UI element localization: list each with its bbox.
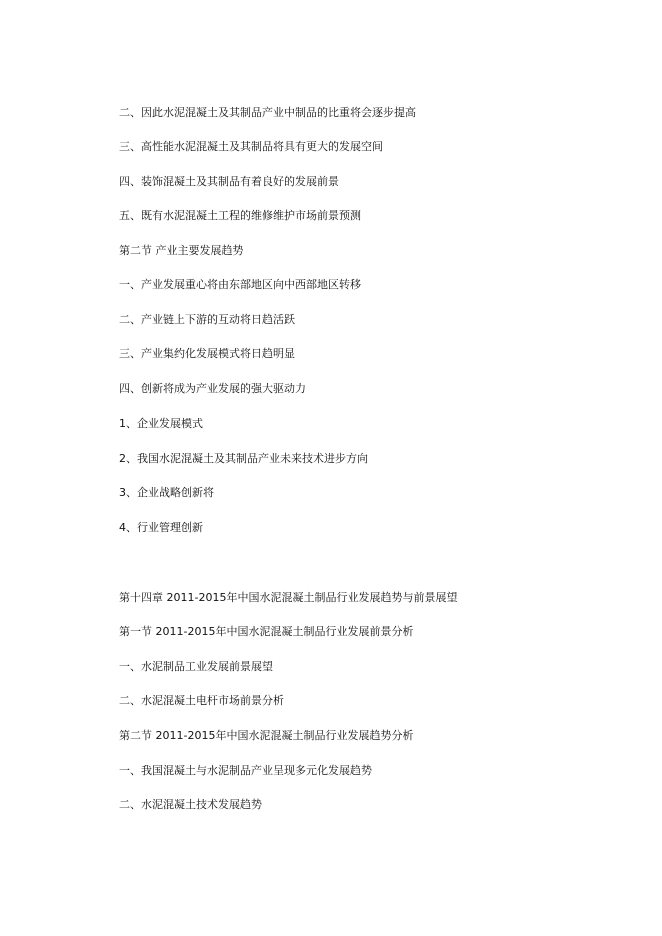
text-line: 三、高性能水泥混凝土及其制品将具有更大的发展空间: [119, 140, 383, 153]
text-line: 四、创新将成为产业发展的强大驱动力: [119, 382, 306, 395]
text-line: 二、产业链上下游的互动将日趋活跃: [119, 313, 295, 326]
section-heading: 第二节 2011-2015年中国水泥混凝土制品行业发展趋势分析: [119, 729, 414, 742]
text-line: 一、我国混凝土与水泥制品产业呈现多元化发展趋势: [119, 764, 372, 777]
text-line: 一、水泥制品工业发展前景展望: [119, 660, 273, 673]
text-line: 二、水泥混凝土技术发展趋势: [119, 798, 262, 811]
section-heading: 第二节 产业主要发展趋势: [119, 244, 244, 257]
text-line: 五、既有水泥混凝土工程的维修维护市场前景预测: [119, 209, 361, 222]
text-line: 四、装饰混凝土及其制品有着良好的发展前景: [119, 175, 339, 188]
text-line: 1、企业发展模式: [119, 417, 203, 430]
text-line: 3、企业战略创新将: [119, 486, 214, 499]
text-line: 一、产业发展重心将由东部地区向中西部地区转移: [119, 278, 361, 291]
text-line: 二、因此水泥混凝土及其制品产业中制品的比重将会逐步提高: [119, 106, 416, 119]
section-heading: 第一节 2011-2015年中国水泥混凝土制品行业发展前景分析: [119, 625, 414, 638]
text-line: 4、行业管理创新: [119, 521, 203, 534]
chapter-heading: 第十四章 2011-2015年中国水泥混凝土制品行业发展趋势与前景展望: [119, 591, 458, 604]
text-line: 二、水泥混凝土电杆市场前景分析: [119, 694, 284, 707]
text-line: 三、产业集约化发展模式将日趋明显: [119, 347, 295, 360]
text-line: 2、我国水泥混凝土及其制品产业未来技术进步方向: [119, 452, 368, 465]
